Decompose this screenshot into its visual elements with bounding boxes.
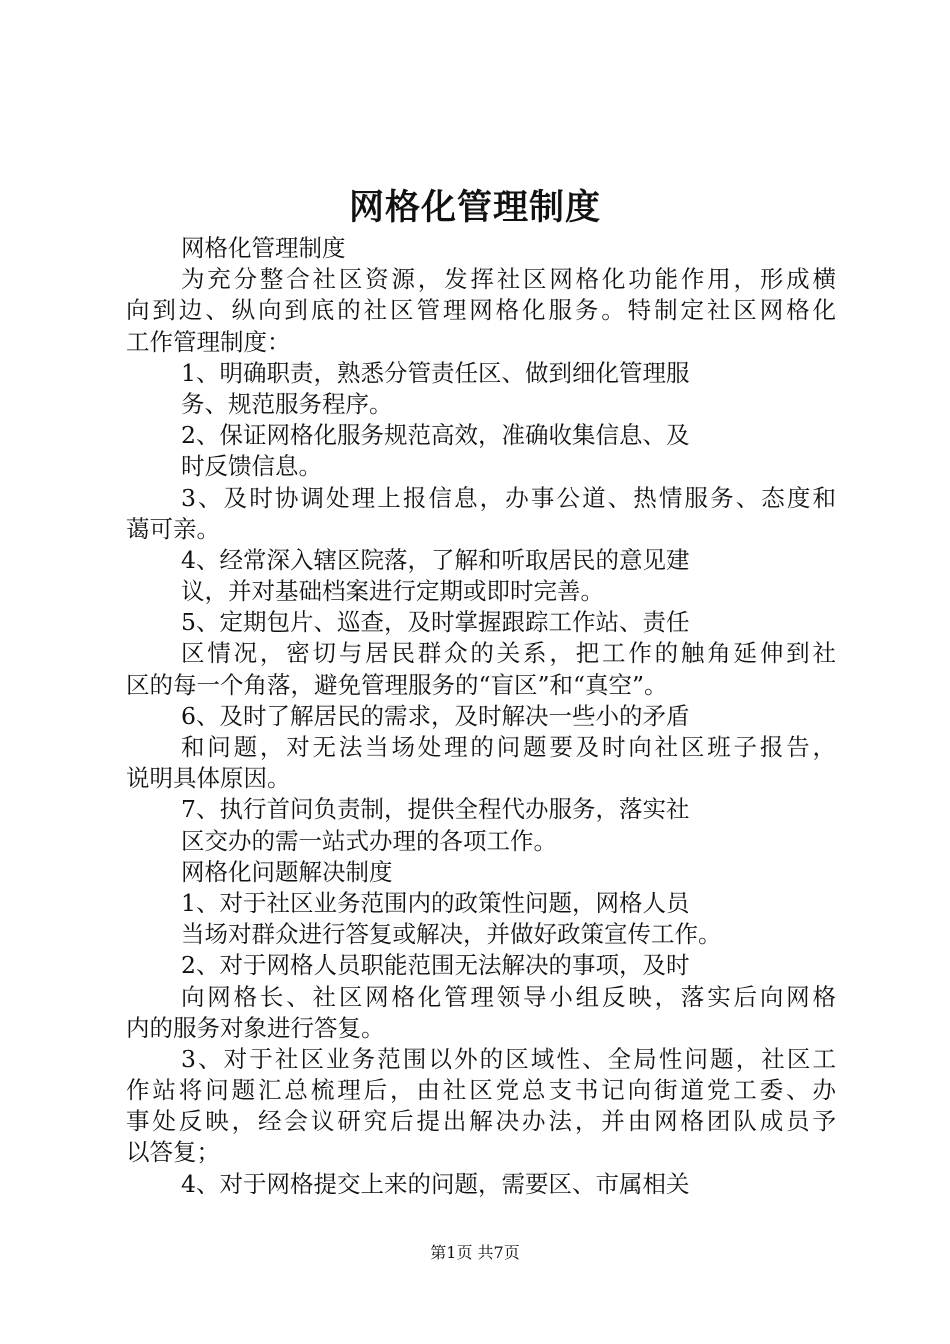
text-line: 务、规范服务程序。 [181, 389, 393, 418]
page-number: 第1页 共7页 [430, 1243, 520, 1262]
text-line: 4、经常深入辖区院落，了解和听取居民的意见建 [181, 545, 690, 574]
text-line: 和问题，对无法当场处理的问题要及时向社区班子报告， [181, 733, 836, 761]
text-line: 工作管理制度： [126, 327, 291, 356]
text-line: 区的每一个角落，避免管理服务的“盲区”和“真空”。 [126, 670, 668, 699]
text-line: 事处反映，经会议研究后提出解决办法，并由网格团队成员予 [126, 1107, 836, 1136]
text-line: 为充分整合社区资源，发挥社区网格化功能作用，形成横 [181, 265, 836, 294]
text-line: 3、及时协调处理上报信息，办事公道、热情服务、态度和 [181, 483, 836, 512]
text-line: 蔼可亲。 [126, 514, 220, 543]
text-line: 2、对于网格人员职能范围无法解决的事项，及时 [181, 951, 690, 980]
text-line: 向到边、纵向到底的社区管理网格化服务。特制定社区网格化 [126, 296, 836, 325]
text-line: 5、定期包片、巡查，及时掌握跟踪工作站、责任 [181, 608, 690, 637]
section-heading-problem-solving: 网格化问题解决制度 [181, 857, 393, 886]
text-line: 1、明确职责，熟悉分管责任区、做到细化管理服 [181, 358, 690, 387]
text-line: 说明具体原因。 [126, 764, 291, 793]
text-line: 当场对群众进行答复或解决，并做好政策宣传工作。 [181, 920, 722, 949]
text-line: 议，并对基础档案进行定期或即时完善。 [181, 577, 604, 606]
text-line: 作站将问题汇总梳理后，由社区党总支书记向街道党工委、办 [126, 1076, 836, 1105]
text-line: 2、保证网格化服务规范高效，准确收集信息、及 [181, 421, 690, 450]
text-line: 7、执行首问负责制，提供全程代办服务，落实社 [181, 795, 690, 824]
text-line: 区情况，密切与居民群众的关系，把工作的触角延伸到社 [181, 639, 836, 668]
text-line: 以答复； [126, 1138, 220, 1167]
document-title: 网格化管理制度 [348, 187, 601, 228]
text-line: 3、对于社区业务范围以外的区域性、全局性问题，社区工 [181, 1044, 836, 1073]
text-line: 时反馈信息。 [181, 452, 322, 481]
text-line: 内的服务对象进行答复。 [126, 1013, 385, 1042]
section-heading-management: 网格化管理制度 [181, 234, 346, 262]
text-line: 向网格长、社区网格化管理领导小组反映，落实后向网格 [181, 982, 836, 1011]
text-line: 4、对于网格提交上来的问题，需要区、市属相关 [181, 1169, 690, 1198]
text-line: 1、对于社区业务范围内的政策性问题，网格人员 [181, 888, 690, 917]
text-line: 6、及时了解居民的需求，及时解决一些小的矛盾 [181, 701, 690, 730]
text-line: 区交办的需一站式办理的各项工作。 [181, 826, 557, 855]
document-body [126, 233, 836, 1200]
